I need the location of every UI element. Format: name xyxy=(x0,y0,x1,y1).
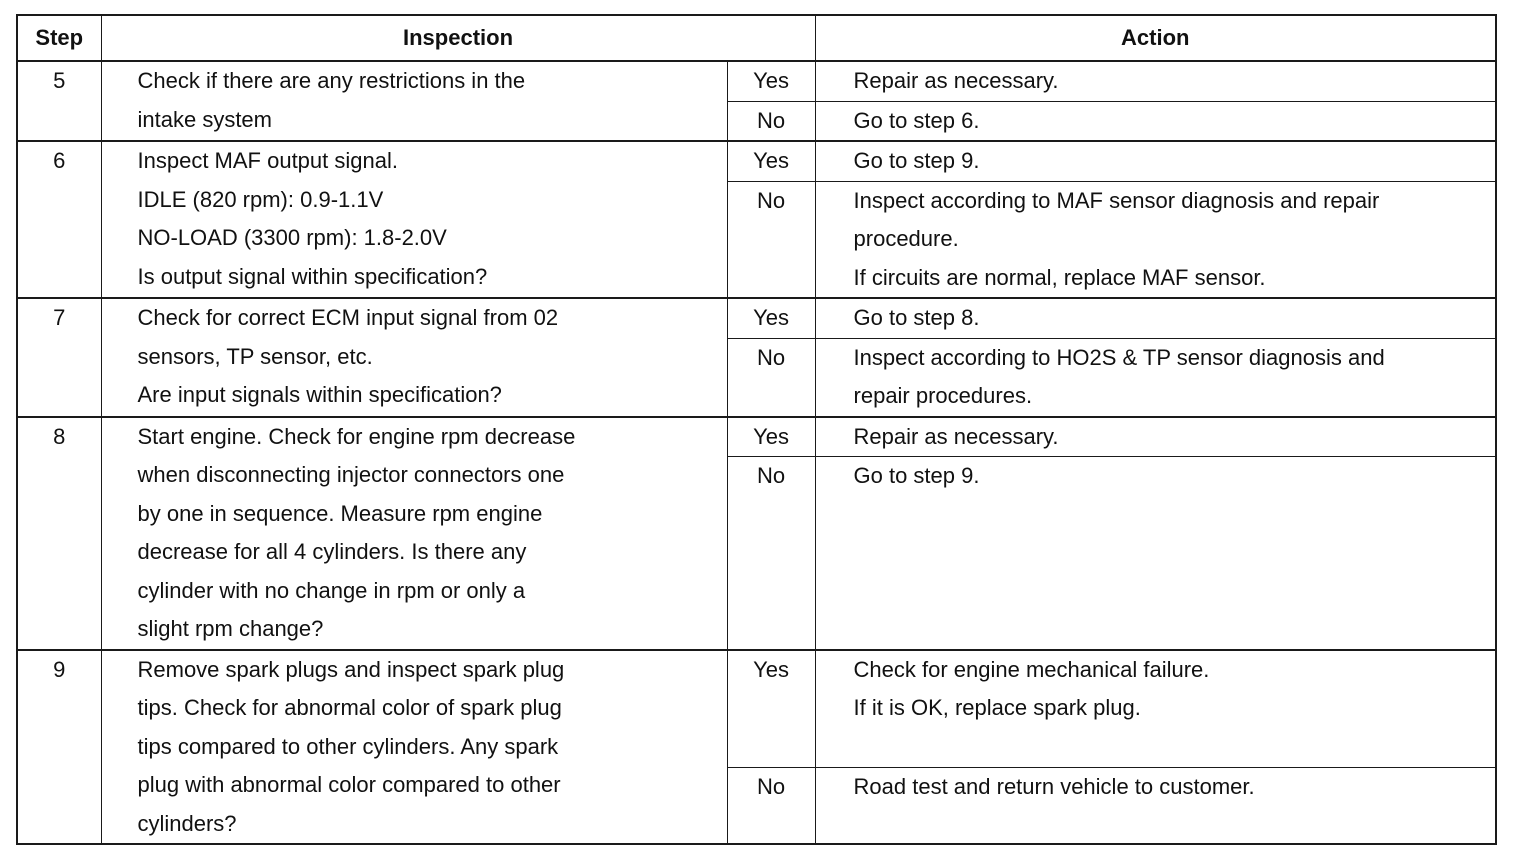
action-line: procedure. xyxy=(853,226,959,251)
yes-label: Yes xyxy=(727,298,815,338)
inspection-line: Remove spark plugs and inspect spark plug xyxy=(137,656,565,682)
inspection-line: decrease for all 4 cylinders. Is there any xyxy=(137,539,527,564)
inspection-line: cylinders? xyxy=(137,810,237,836)
no-action xyxy=(815,181,1496,298)
inspection-line: Check if there are any restrictions in the xyxy=(137,68,526,93)
header-row xyxy=(17,15,1496,61)
action-line: Repair as necessary. xyxy=(853,423,1059,449)
inspection-line: Check for correct ECM input signal from 02 xyxy=(137,305,559,330)
no-action xyxy=(815,338,1496,417)
inspection-line: NO-LOAD (3300 rpm): 1.8-2.0V xyxy=(137,225,447,250)
inspection-line: Inspect MAF output signal. xyxy=(137,148,398,173)
yes-label: Yes xyxy=(727,141,815,181)
no-action xyxy=(815,101,1496,141)
inspection-line: Is output signal within specification? xyxy=(137,263,488,289)
no-label: No xyxy=(727,101,815,141)
inspection-line: cylinder with no change in rpm or only a xyxy=(137,577,526,603)
action-line: Go to step 6. xyxy=(853,107,980,133)
action-line: Road test and return vehicle to customer. xyxy=(853,773,1255,799)
yes-label: Yes xyxy=(727,61,815,101)
diagnostic-table xyxy=(16,14,1497,845)
action-line: repair procedures. xyxy=(853,383,1033,408)
inspection-text xyxy=(101,141,727,298)
inspection-text xyxy=(101,650,727,845)
inspection-line: sensors, TP sensor, etc. xyxy=(137,343,373,369)
step-number: 6 xyxy=(17,141,101,298)
action-line: Go to step 9. xyxy=(853,463,980,488)
inspection-line: slight rpm change? xyxy=(137,616,324,641)
header-step: Step xyxy=(17,15,101,61)
inspection-line: IDLE (820 rpm): 0.9-1.1V xyxy=(137,186,384,212)
inspection-text xyxy=(101,61,727,141)
yes-label: Yes xyxy=(727,417,815,457)
inspection-line: Start engine. Check for engine rpm decrease xyxy=(137,423,576,449)
table-row xyxy=(17,298,1496,338)
yes-action xyxy=(815,61,1496,101)
table-body xyxy=(17,61,1496,844)
inspection-line: tips. Check for abnormal color of spark plug xyxy=(137,695,562,720)
action-line: If it is OK, replace spark plug. xyxy=(853,695,1141,720)
action-line: Inspect according to MAF sensor diagnosis and repair xyxy=(853,187,1380,213)
inspection-text xyxy=(101,298,727,417)
yes-action xyxy=(815,417,1496,457)
inspection-line: when disconnecting injector connectors one xyxy=(137,462,565,487)
yes-action xyxy=(815,650,1496,768)
inspection-line: plug with abnormal color compared to other xyxy=(137,772,561,797)
header-action: Action xyxy=(815,15,1496,61)
inspection-line: intake system xyxy=(137,106,272,132)
table-row xyxy=(17,417,1496,457)
table-row xyxy=(17,141,1496,181)
step-number: 9 xyxy=(17,650,101,845)
action-line: Inspect according to HO2S & TP sensor diagnosis and xyxy=(853,344,1385,370)
no-label: No xyxy=(727,767,815,844)
no-label: No xyxy=(727,338,815,417)
no-action xyxy=(815,457,1496,650)
inspection-line: tips compared to other cylinders. Any spark xyxy=(137,733,559,759)
yes-label: Yes xyxy=(727,650,815,768)
step-number: 7 xyxy=(17,298,101,417)
yes-action xyxy=(815,298,1496,338)
yes-action xyxy=(815,141,1496,181)
inspection-line: Are input signals within specification? xyxy=(137,382,502,407)
action-line: Check for engine mechanical failure. xyxy=(853,656,1210,682)
action-line: Go to step 9. xyxy=(853,148,980,173)
table-row xyxy=(17,650,1496,768)
inspection-text xyxy=(101,417,727,650)
inspection-line: by one in sequence. Measure rpm engine xyxy=(137,500,543,526)
table-row xyxy=(17,61,1496,101)
action-line: Go to step 8. xyxy=(853,305,980,330)
step-number: 8 xyxy=(17,417,101,650)
header-inspection: Inspection xyxy=(101,15,815,61)
action-line: If circuits are normal, replace MAF sensor. xyxy=(853,264,1266,290)
no-action xyxy=(815,767,1496,844)
no-label: No xyxy=(727,181,815,298)
step-number: 5 xyxy=(17,61,101,141)
no-label: No xyxy=(727,457,815,650)
diagnostic-table-container xyxy=(16,14,1495,835)
action-line: Repair as necessary. xyxy=(853,68,1059,93)
